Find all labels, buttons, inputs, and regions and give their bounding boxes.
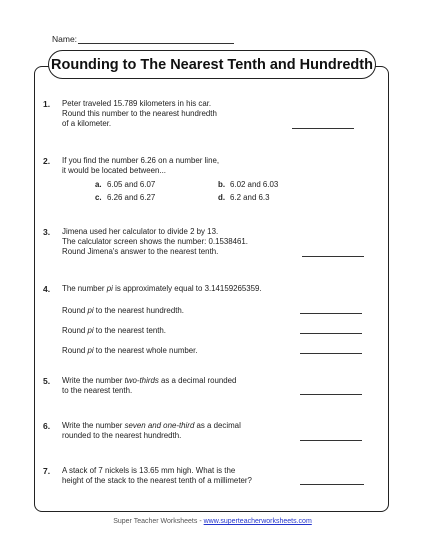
question-text: The number pi is approximately equal to 3.14159265359. [62, 284, 262, 293]
footer-link[interactable]: www.superteacherworksheets.com [203, 518, 312, 525]
question-number: 2. [43, 156, 51, 166]
question-text: Write the number two-thirds as a decimal rounded to the nearest tenth. [62, 376, 237, 395]
answer-line[interactable] [300, 313, 362, 314]
question-number: 5. [43, 376, 51, 386]
answer-line[interactable] [292, 128, 354, 129]
footer [0, 518, 425, 525]
option-text: 6.05 and 6.07 [107, 180, 156, 189]
title-banner [48, 50, 376, 79]
sub-question: Round pi to the nearest hundredth. [62, 306, 184, 315]
question-number: 4. [43, 284, 51, 294]
question-text: A stack of 7 nickels is 13.65 mm high. What is the height of the stack to the nearest tenth of a millimeter? [62, 466, 252, 485]
option-letter: c. [95, 193, 102, 202]
question-number: 7. [43, 466, 51, 476]
sub-question: Round pi to the nearest tenth. [62, 326, 166, 335]
option-letter: b. [218, 180, 226, 189]
answer-line[interactable] [300, 484, 364, 485]
footer-separator: - [197, 518, 204, 525]
question-text: Peter traveled 15.789 kilometers in his car. Round this number to the nearest hundredth of a kilometer. [62, 99, 217, 128]
option-letter: a. [95, 180, 102, 189]
sub-question: Round pi to the nearest whole number. [62, 346, 198, 355]
option-text: 6.02 and 6.03 [230, 180, 279, 189]
option-text: 6.2 and 6.3 [230, 193, 270, 202]
question-number: 6. [43, 421, 51, 431]
footer-brand: Super Teacher Worksheets [113, 518, 198, 525]
option-text: 6.26 and 6.27 [107, 193, 156, 202]
answer-line[interactable] [300, 333, 362, 334]
name-label: Name: [52, 34, 78, 44]
question-number: 1. [43, 99, 51, 109]
question-text: If you find the number 6.26 on a number line, it would be located between... [62, 156, 220, 175]
question-text: Write the number seven and one-third as a decimal rounded to the nearest hundredth. [62, 421, 241, 440]
option-letter: d. [218, 193, 226, 202]
question-text: Jimena used her calculator to divide 2 by 13. The calculator screen shows the number: 0.1538461. Round Jimena's answer to the nearest tenth. [62, 227, 248, 256]
answer-line[interactable] [300, 353, 362, 354]
answer-line[interactable] [300, 394, 362, 395]
question-number: 3. [43, 227, 51, 237]
answer-line[interactable] [302, 256, 364, 257]
name-field[interactable] [78, 43, 234, 44]
page-title: Rounding to The Nearest Tenth and Hundredth [51, 56, 373, 73]
answer-line[interactable] [300, 440, 362, 441]
